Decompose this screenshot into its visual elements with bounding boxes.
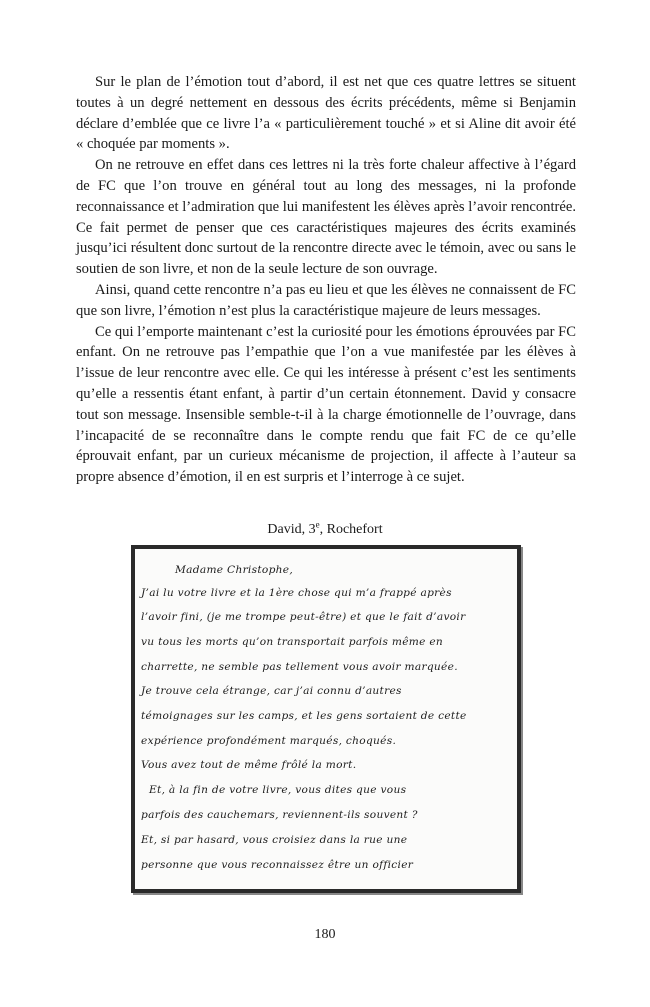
letter-lines-canvas xyxy=(135,549,517,889)
letter-line: J’ai lu votre livre et la 1ère chose qui m’a frappé après xyxy=(141,587,452,599)
caption-superscript: e xyxy=(315,519,320,530)
paragraph-2: On ne retrouve en effet dans ces lettres ni la très forte chaleur affective à l’égard de FC que l’on trouve en général tout au long des messages, ni la profonde reconnaissance et l’admiration que lui manifestent les élèves après l’avoir rencontrée. Ce fait permet de penser que ces caractéristiques majeures des écrits examinés jusqu’ici résultent donc surtout de la rencontre directe avec le témoin, avec ou sans le soutien de son livre, et non de la seule lecture de son ouvrage. xyxy=(76,157,576,278)
letter-line: Et, si par hasard, vous croisiez dans la rue une xyxy=(141,834,408,846)
letter-line: vu tous les morts qu’on transportait parfois même en xyxy=(141,636,444,648)
caption-name: David, 3 xyxy=(267,522,316,537)
letter-line: personne que vous reconnaissez être un officier xyxy=(141,859,414,871)
handwritten-letter-image xyxy=(131,545,521,893)
letter-line: l’avoir fini, (je me trompe peut-être) et que le fait d’avoir xyxy=(141,611,466,623)
letter-line: Madame Christophe, xyxy=(175,564,294,576)
figure-caption xyxy=(0,521,650,539)
caption-place: , Rochefort xyxy=(319,522,383,537)
letter-line: parfois des cauchemars, reviennent-ils souvent ? xyxy=(141,809,418,821)
letter-line: témoignages sur les camps, et les gens sortaient de cette xyxy=(141,710,467,722)
paragraph-4: Ce qui l’emporte maintenant c’est la curiosité pour les émotions éprouvées par FC enfant. On ne retrouve pas l’empathie que l’on a vue manifestée par les élèves à l’issue de leur rencontre avec elle. Ce qui les intéresse à présent c’est les sentiments qu’elle a ressentis étant enfant, à partir d’un certain étonnement. David y consacre tout son message. Insensible semble-t-il à la charge émotionnelle de l’ouvrage, dans l’incapacité de se reconnaître dans le compte rendu que fait FC de ce qu’elle éprouvait enfant, par un curieux mécanisme de projection, il affecte à l’auteur sa propre absence d’émotion, il en est surpris et l’interroge à ce sujet. xyxy=(76,323,576,486)
letter-line: Et, à la fin de votre livre, vous dites que vous xyxy=(149,784,407,796)
page-number: 180 xyxy=(314,927,336,942)
body-text xyxy=(76,72,576,488)
paragraph-3: Ainsi, quand cette rencontre n’a pas eu lieu et que les élèves ne connaissent de FC que son livre, l’émotion n’est plus la caractéristique majeure de leurs messages. xyxy=(76,281,576,319)
letter-line: charrette, ne semble pas tellement vous avoir marquée. xyxy=(141,661,458,673)
letter-line: Je trouve cela étrange, car j’ai connu d’autres xyxy=(141,685,402,697)
letter-line: Vous avez tout de même frôlé la mort. xyxy=(141,759,357,771)
letter-line: expérience profondément marqués, choqués. xyxy=(141,735,397,747)
paragraph-1: Sur le plan de l’émotion tout d’abord, il est net que ces quatre lettres se situent toutes à un degré nettement en dessous des écrits précédents, même si Benjamin déclare d’emblée que ce livre l’a « particulièrement touché » et si Aline dit avoir été « choquée par moments ». xyxy=(76,74,576,153)
